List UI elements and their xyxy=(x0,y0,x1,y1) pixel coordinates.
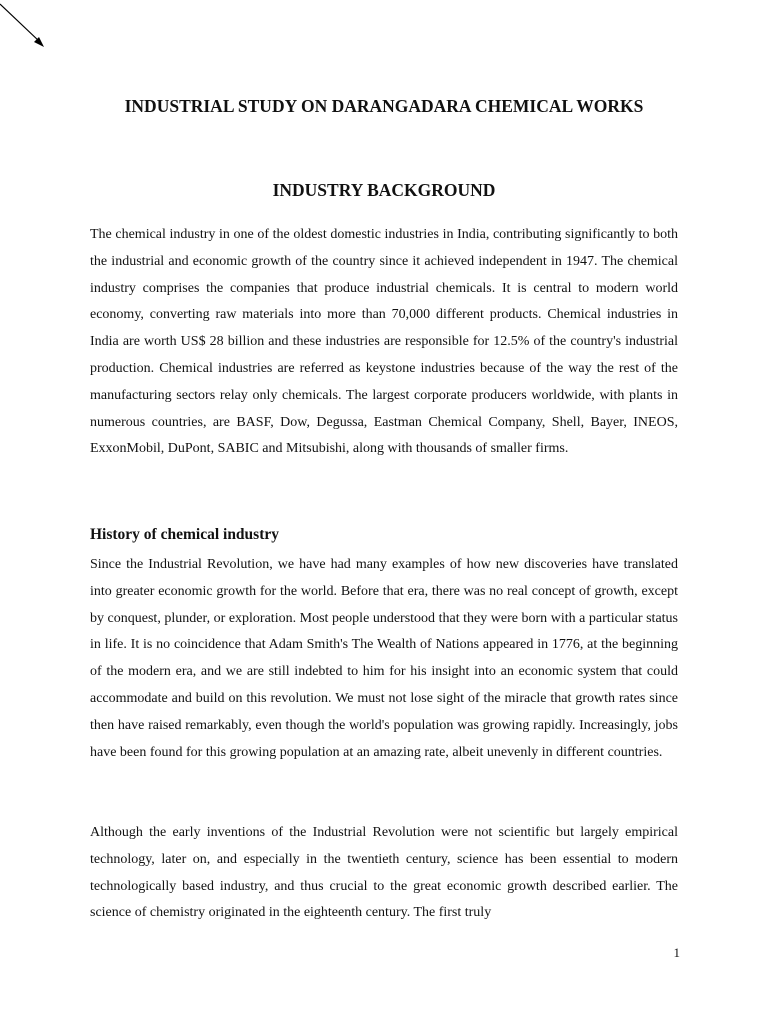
body-paragraph: The chemical industry in one of the oldest domestic industries in India, contributing significantly to both the industrial and economic growth of the country since it achieved independent in 1947. The chemical industry comprises the companies that produce industrial chemicals. It is central to modern world economy, converting raw materials into more than 70,000 different products. Chemical industries in India are worth US$ 28 billion and these industries are responsible for 12.5% of the country's industrial production. Chemical industries are referred as keystone industries because of the way the rest of the manufacturing sectors relay only chemicals. The largest corporate producers worldwide, with plants in numerous countries, are BASF, Dow, Degussa, Eastman Chemical Company, Shell, Bayer, INEOS, ExxonMobil, DuPont, SABIC and Mitsubishi, along with thousands of smaller firms. xyxy=(90,227,678,457)
document-title: INDUSTRIAL STUDY ON DARANGADARA CHEMICAL WORKS xyxy=(124,96,644,116)
section-heading: History of chemical industry xyxy=(90,526,279,543)
body-paragraph: Since the Industrial Revolution, we have had many examples of how new discoveries have translated into greater economic growth for the world. Before that era, there was no real concept of growth, except by conquest, plunder, or exploration. Most people understood that they were born with a particular status in life. It is no coincidence that Adam Smith's The Wealth of Nations appeared in 1776, at the beginning of the modern era, and we are still indebted to him for his insight into an economic system that could accommodate and build on this revolution. We must not lose sight of the miracle that growth rates since then have raised remarkably, even though the world's population was growing rapidly. Increasingly, jobs have been found for this growing population at an amazing rate, albeit unevenly in different countries. xyxy=(90,557,678,760)
body-paragraph: Although the early inventions of the Industrial Revolution were not scientific but largely empirical technology, later on, and especially in the twentieth century, science has been essential to modern technologically based industry, and thus crucial to the great economic growth described earlier. The science of chemistry originated in the eighteenth century. The first truly xyxy=(90,825,678,921)
arrow-icon xyxy=(0,0,60,60)
section-title: INDUSTRY BACKGROUND xyxy=(272,180,496,200)
page-number: 1 xyxy=(673,945,680,960)
